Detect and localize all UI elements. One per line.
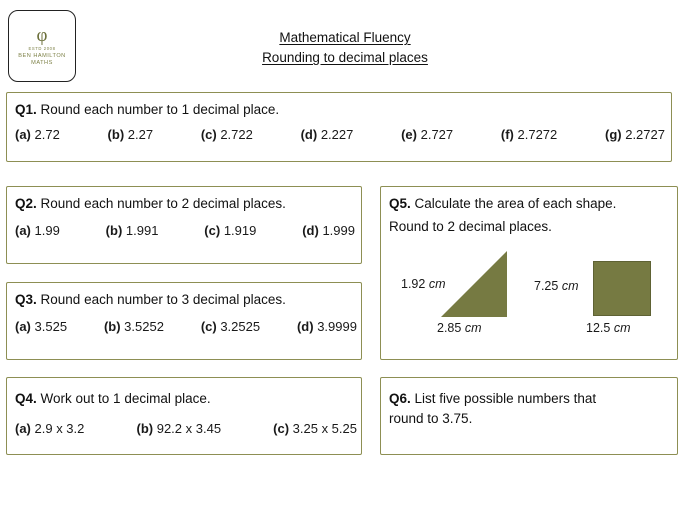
triangle-height-value: 1.92 [401, 277, 426, 291]
title-line-1: Mathematical Fluency [279, 30, 411, 45]
part-value: 2.722 [220, 127, 253, 142]
square-base-label [586, 321, 631, 335]
triangle-height-unit: cm [428, 277, 446, 291]
question-box-q1 [6, 92, 672, 162]
list-item [201, 126, 253, 143]
part-value: 2.72 [34, 127, 60, 142]
question-text-q6-line2: round to 3.75. [389, 411, 473, 426]
part-value: 3.5252 [124, 319, 164, 334]
list-item [301, 126, 354, 143]
question-text-q3: Round each number to 3 decimal places. [40, 292, 286, 307]
question-box-q5 [380, 186, 678, 360]
list-item [273, 420, 357, 437]
triangle-base-label [437, 321, 482, 335]
question-number-q3: Q3. [15, 292, 37, 307]
part-value: 3.25 x 5.25 [292, 421, 357, 436]
question-text-q1: Round each number to 1 decimal place. [40, 102, 280, 117]
question-text-q5-line2: Round to 2 decimal places. [389, 219, 552, 234]
question-prompt-q4 [15, 390, 211, 407]
question-prompt-q1 [15, 101, 279, 118]
part-value: 2.7272 [517, 127, 558, 142]
part-value: 3.525 [34, 319, 68, 334]
question-text-q2: Round each number to 2 decimal places. [40, 196, 286, 211]
part-label: (f) [500, 127, 514, 142]
list-item [15, 420, 84, 437]
shape-diagrams-q5 [381, 249, 678, 359]
question-prompt-q5 [389, 195, 674, 235]
question-prompt-q6 [389, 390, 674, 427]
part-label: (c) [200, 319, 217, 334]
list-item [108, 126, 154, 143]
question-box-q2 [6, 186, 362, 264]
part-label: (a) [15, 319, 31, 334]
question-text-q5: Calculate the area of each shape. [414, 196, 617, 211]
part-value: 1.991 [125, 223, 159, 238]
square-base-value: 12.5 [586, 321, 611, 335]
question-text-q4: Work out to 1 decimal place. [40, 391, 211, 406]
list-item [302, 222, 355, 239]
part-label: (b) [136, 421, 154, 436]
square-side-unit: cm [561, 279, 579, 293]
part-value: 92.2 x 3.45 [156, 421, 222, 436]
list-item [401, 126, 453, 143]
logo-phi-icon: φ [36, 24, 48, 46]
question-parts-q2 [15, 222, 355, 239]
part-label: (c) [200, 127, 217, 142]
list-item [605, 126, 665, 143]
list-item [201, 318, 260, 335]
part-value: 2.227 [320, 127, 354, 142]
logo [8, 10, 76, 82]
part-value: 2.2727 [625, 127, 665, 142]
question-parts-q3 [15, 318, 357, 335]
part-label: (a) [15, 127, 31, 142]
part-label: (d) [296, 319, 314, 334]
part-label: (g) [604, 127, 622, 142]
triangle-shape [441, 251, 507, 317]
list-item [501, 126, 557, 143]
logo-name-line1: BEN HAMILTON [18, 52, 66, 59]
part-value: 3.9999 [317, 319, 357, 334]
triangle-height-label [401, 277, 446, 291]
question-prompt-q2 [15, 195, 286, 212]
question-number-q2: Q2. [15, 196, 37, 211]
page-header [0, 0, 678, 88]
list-item [15, 318, 67, 335]
question-text-q6: List five possible numbers that [414, 391, 597, 406]
square-side-label [534, 279, 579, 293]
question-parts-q1 [15, 126, 665, 143]
list-item [297, 318, 357, 335]
part-label: (c) [273, 421, 290, 436]
part-value: 2.9 x 3.2 [34, 421, 85, 436]
part-value: 1.99 [34, 223, 60, 238]
part-label: (e) [401, 127, 417, 142]
question-prompt-q3 [15, 291, 286, 308]
question-box-q3 [6, 282, 362, 360]
part-value: 3.2525 [220, 319, 261, 334]
list-item [136, 420, 221, 437]
question-number-q6: Q6. [389, 391, 411, 406]
list-item [104, 318, 164, 335]
part-label: (d) [302, 223, 319, 238]
square-base-unit: cm [613, 321, 631, 335]
part-label: (a) [15, 223, 31, 238]
question-number-q1: Q1. [15, 102, 37, 117]
title-line-2: Rounding to decimal places [262, 50, 428, 65]
question-box-q4 [6, 377, 362, 455]
page-title [180, 28, 510, 68]
logo-name-line2: MATHS [31, 59, 53, 66]
question-number-q4: Q4. [15, 391, 37, 406]
part-value: 1.919 [223, 223, 257, 238]
list-item [15, 222, 60, 239]
logo-estd-text: ESTD 2008 [28, 45, 56, 51]
part-value: 1.999 [322, 223, 355, 238]
question-box-q6 [380, 377, 678, 455]
part-value: 2.27 [127, 127, 154, 142]
square-shape [593, 261, 651, 316]
part-value: 2.727 [420, 127, 454, 142]
part-label: (a) [15, 421, 31, 436]
list-item [204, 222, 256, 239]
question-parts-q4 [15, 420, 357, 437]
part-label: (b) [105, 223, 123, 238]
part-label: (c) [204, 223, 221, 238]
part-label: (b) [107, 127, 125, 142]
triangle-base-unit: cm [464, 321, 482, 335]
list-item [106, 222, 159, 239]
part-label: (b) [103, 319, 121, 334]
part-label: (d) [300, 127, 318, 142]
list-item [15, 126, 60, 143]
question-number-q5: Q5. [389, 196, 411, 211]
square-side-value: 7.25 [534, 279, 559, 293]
triangle-base-value: 2.85 [437, 321, 462, 335]
